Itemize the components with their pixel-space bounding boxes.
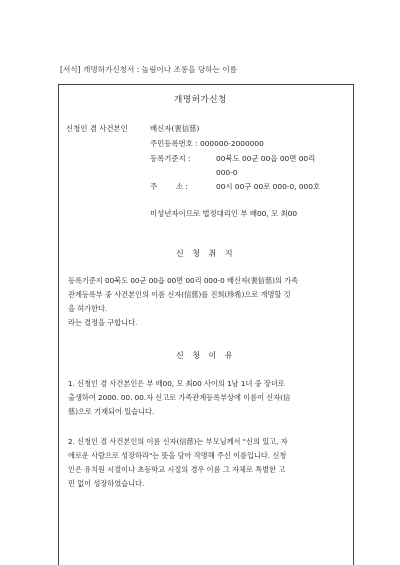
- register-label: 등록기준지 :: [150, 154, 191, 163]
- reason-line: 1. 신청인 겸 사건본인은 부 배00, 모 최00 사이의 1남 1녀 중 장녀로: [68, 379, 285, 388]
- purpose-heading: 신 청 취 지: [176, 249, 236, 258]
- reason-1-paragraph: [68, 377, 348, 419]
- reason-line: 민 없이 성장하였습니다.: [68, 479, 145, 488]
- reason-line: 인은 유치원 시절이나 초등학교 시절의 경우 이름 그 자체로 특별한 고: [68, 465, 286, 474]
- reasons-heading: 신 청 이 유: [176, 351, 236, 360]
- applicant-name: 배신자(裵信慈): [150, 124, 200, 133]
- purpose-line: 라는 결정을 구합니다.: [68, 318, 138, 327]
- resident-number: 주민등록번호 : 000000-2000000: [150, 139, 264, 148]
- reason-2-paragraph: [68, 435, 348, 491]
- reason-line: 慈)으로 기재되어 있습니다.: [68, 407, 155, 416]
- applicant-role-label: 신청인 겸 사건본인: [66, 124, 128, 133]
- register-value-line1: 00북도 00군 00읍 00면 00리: [216, 154, 316, 163]
- purpose-paragraph: [68, 274, 348, 330]
- reason-line: 애로운 사람으로 성장하라"는 뜻을 담아 작명해 주신 이름입니다. 신청: [68, 451, 287, 460]
- purpose-line: 을 허가한다.: [68, 304, 108, 313]
- address-value: 00시 00구 00로 000-0, 000호: [216, 182, 321, 191]
- guardian-note: 미성년자이므로 법정대리인 부 배00, 모 최00: [150, 209, 298, 218]
- purpose-line: 등록기준지 00북도 00군 00읍 00면 00리 000-0 배신자(裵信慈)의 가족: [68, 276, 299, 285]
- register-value-line2: 000-0: [216, 168, 238, 177]
- reason-line: 2. 신청인 겸 사건본인의 이름 신자(信慈)는 부모님께서 "신의 있고, 자: [68, 437, 288, 446]
- address-label: 주 소 :: [150, 182, 188, 191]
- form-label: [서식] 개명허가신청서 : 놀림이나 조롱을 당하는 이름: [60, 65, 238, 74]
- purpose-line: 관계등록부 중 사건본인의 이름 신자(信慈)를 진희(珍希)으로 개명할 것: [68, 290, 291, 299]
- reason-line: 출생하여 2000. 00. 00.자 신고로 가족관계등록부상에 이름이 신자(信: [68, 393, 291, 402]
- document-title: 개명허가신청: [174, 95, 227, 105]
